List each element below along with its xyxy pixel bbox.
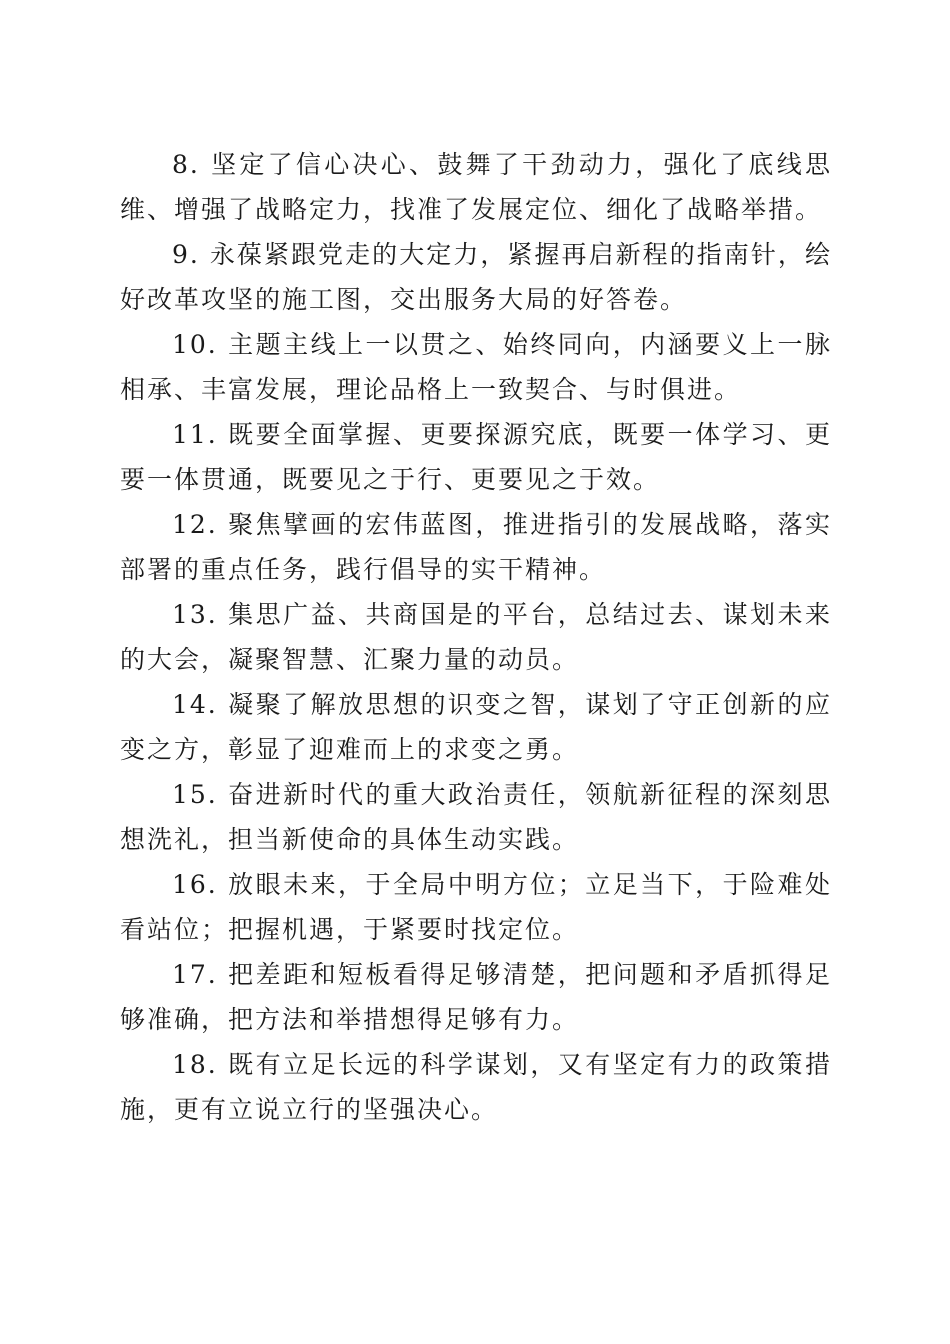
paragraph-13: 13. 集思广益、共商国是的平台，总结过去、谋划未来的大会，凝聚智慧、汇聚力量的动员。 (120, 600, 832, 674)
paragraph-12: 12. 聚焦擘画的宏伟蓝图，推进指引的发展战略，落实部署的重点任务，践行倡导的实干精神。 (120, 510, 832, 584)
paragraph-9: 9. 永葆紧跟党走的大定力，紧握再启新程的指南针，绘好改革攻坚的施工图，交出服务大局的好答卷。 (120, 240, 832, 314)
paragraph-8: 8. 坚定了信心决心、鼓舞了干劲动力，强化了底线思维、增强了战略定力，找准了发展定位、细化了战略举措。 (120, 150, 832, 224)
paragraph-16: 16. 放眼未来，于全局中明方位；立足当下，于险难处看站位；把握机遇，于紧要时找定位。 (120, 870, 832, 944)
paragraph-18: 18. 既有立足长远的科学谋划，又有坚定有力的政策措施，更有立说立行的坚强决心。 (120, 1050, 832, 1124)
document-body (120, 142, 832, 1132)
paragraph-11: 11. 既要全面掌握、更要探源究底，既要一体学习、更要一体贯通，既要见之于行、更要见之于效。 (120, 420, 832, 494)
paragraph-14: 14. 凝聚了解放思想的识变之智，谋划了守正创新的应变之方，彰显了迎难而上的求变之勇。 (120, 690, 832, 764)
paragraph-15: 15. 奋进新时代的重大政治责任，领航新征程的深刻思想洗礼，担当新使命的具体生动实践。 (120, 780, 832, 854)
paragraph-10: 10. 主题主线上一以贯之、始终同向，内涵要义上一脉相承、丰富发展，理论品格上一致契合、与时俱进。 (120, 330, 832, 404)
paragraph-17: 17. 把差距和短板看得足够清楚，把问题和矛盾抓得足够准确，把方法和举措想得足够有力。 (120, 960, 832, 1034)
